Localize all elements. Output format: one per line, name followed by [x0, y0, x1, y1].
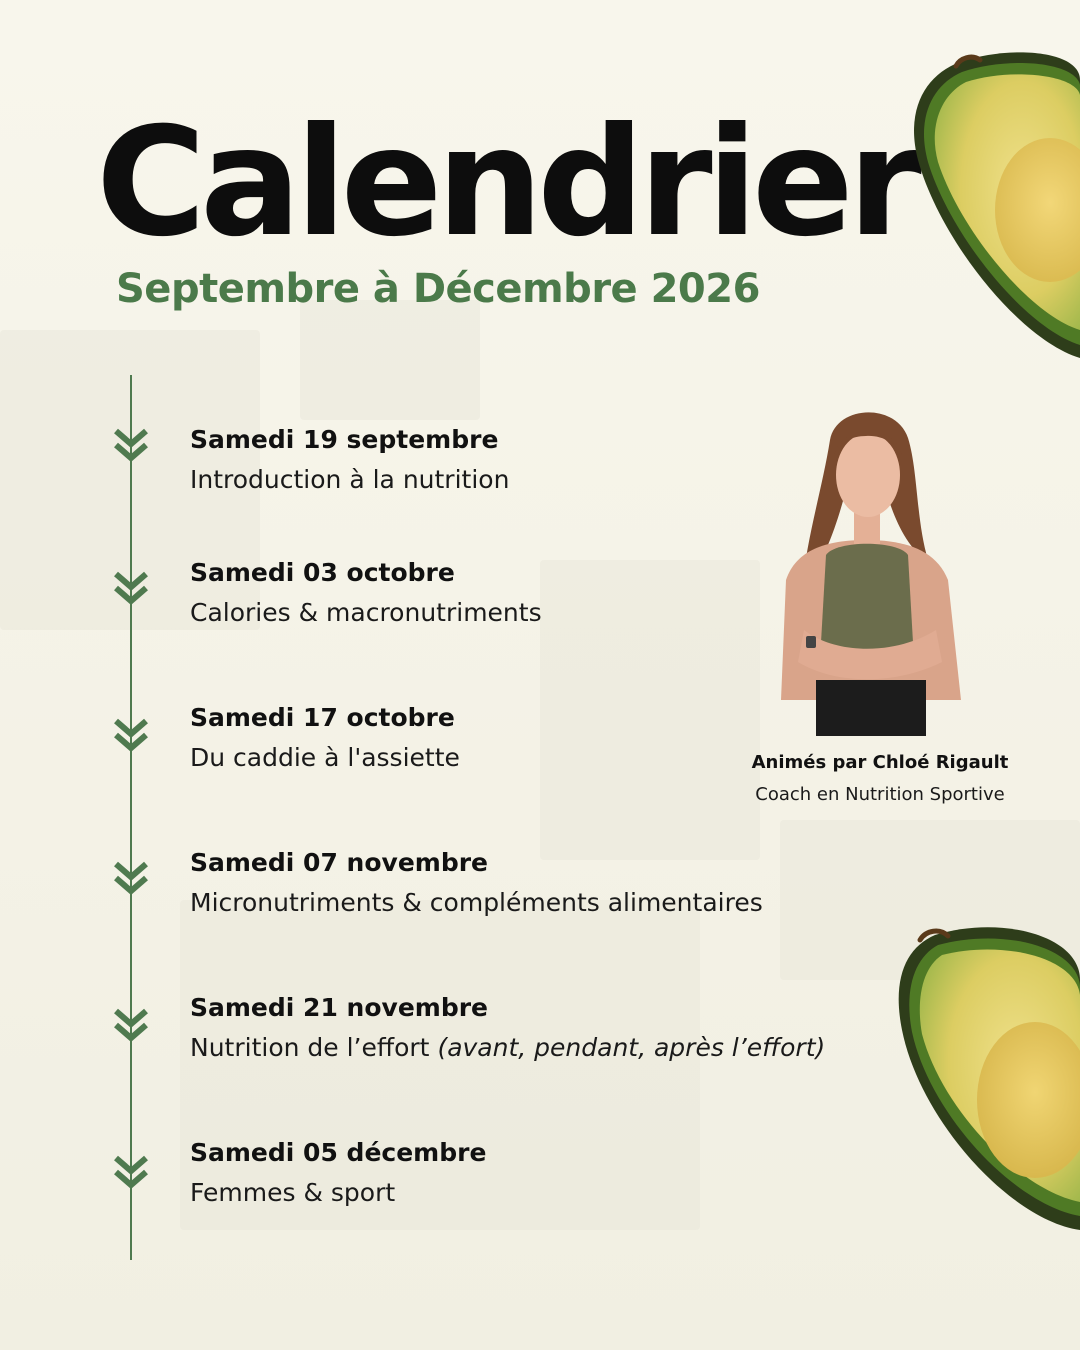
- double-chevron-down-icon: [112, 425, 150, 465]
- coach-name: Animés par Chloé Rigault: [751, 752, 1009, 773]
- event-date: Samedi 03 octobre: [190, 558, 455, 587]
- timeline-event-5: [112, 993, 832, 1083]
- event-date: Samedi 21 novembre: [190, 993, 488, 1022]
- double-chevron-down-icon: [112, 858, 150, 898]
- avocado-half-icon: [890, 920, 1080, 1240]
- page-title: Calendrier: [96, 96, 916, 270]
- coach-role: Coach en Nutrition Sportive: [755, 784, 1005, 805]
- event-date: Samedi 07 novembre: [190, 848, 488, 877]
- timeline-event-1: [112, 425, 832, 515]
- double-chevron-down-icon: [112, 1152, 150, 1192]
- timeline-event-2: [112, 558, 832, 648]
- double-chevron-down-icon: [112, 715, 150, 755]
- timeline-event-4: [112, 848, 832, 938]
- event-date: Samedi 17 octobre: [190, 703, 455, 732]
- event-topic: Micronutriments & compléments alimentaires: [190, 888, 763, 917]
- event-topic: Nutrition de l’effort (avant, pendant, après l’effort): [190, 1033, 826, 1062]
- timeline-event-3: [112, 703, 832, 793]
- page-subtitle: Septembre à Décembre 2026: [116, 266, 760, 312]
- timeline-event-6: [112, 1138, 832, 1228]
- coach-photo: [766, 400, 966, 736]
- event-topic: Du caddie à l'assiette: [190, 743, 460, 772]
- event-date: Samedi 19 septembre: [190, 425, 499, 454]
- double-chevron-down-icon: [112, 1005, 150, 1045]
- avocado-half-icon: [900, 40, 1080, 370]
- event-topic: Femmes & sport: [190, 1178, 396, 1207]
- event-topic: Introduction à la nutrition: [190, 465, 510, 494]
- event-date: Samedi 05 décembre: [190, 1138, 487, 1167]
- event-topic: Calories & macronutriments: [190, 598, 542, 627]
- double-chevron-down-icon: [112, 568, 150, 608]
